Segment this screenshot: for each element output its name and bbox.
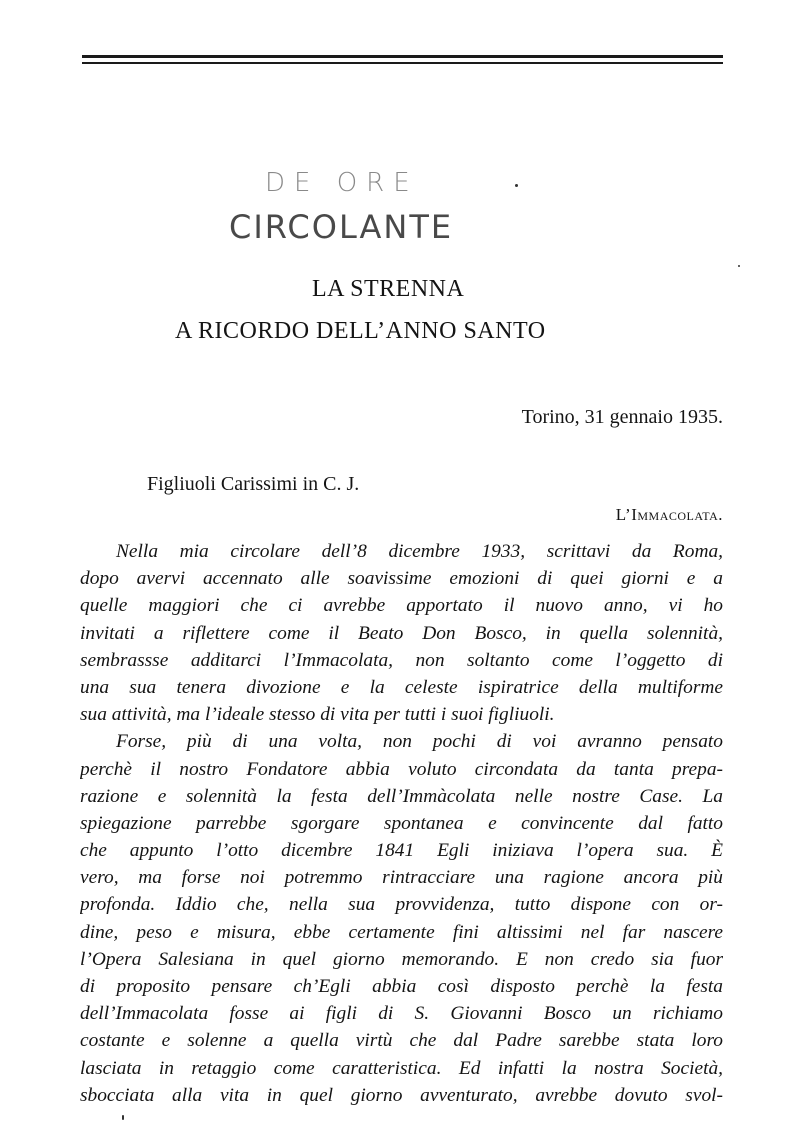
- body-line: lasciata in retaggio come caratteristica. Ed infatti la nostra Società,: [80, 1057, 723, 1079]
- body-line: invitati a riflettere come il Beato Don Bosco, in quella solennità,: [80, 622, 723, 644]
- body-line: sbocciata alla vita in quel giorno avventurato, avrebbe dovuto svol-: [80, 1084, 723, 1106]
- circulating-stamp: [225, 168, 495, 258]
- letter-body: [80, 538, 723, 1109]
- stamp-line-1: DE ORE: [265, 168, 419, 198]
- letter-date: Torino, 31 gennaio 1935.: [521, 406, 723, 428]
- body-line: l’Opera Salesiana in quel giorno memorando. E non credo sia fuor: [80, 948, 723, 970]
- body-line: che appunto l’otto dicembre 1841 Egli iniziava l’opera sua. È: [80, 840, 723, 862]
- body-line: spiegazione parrebbe sgorgare spontanea e convincente dal fatto: [80, 812, 723, 834]
- title-line-1: LA STRENNA: [312, 276, 465, 302]
- body-line: Forse, più di una volta, non pochi di voi avranno pensato: [116, 731, 723, 753]
- body-line: costante e solenne a quella virtù che dal Padre sarebbe stata loro: [80, 1030, 723, 1052]
- body-line: dine, peso e misura, ebbe certamente fini altissimi nel far nascere: [80, 921, 723, 943]
- body-line: sembrassse additarci l’Immacolata, non soltanto come l’oggetto di: [80, 649, 723, 671]
- body-line: vero, ma forse noi potremmo rintracciare una ragione ancora più: [80, 867, 723, 889]
- salutation: Figliuoli Carissimi in C. J.: [147, 473, 360, 495]
- body-line: perchè il nostro Fondatore abbia voluto circondata da tanta prepa-: [80, 758, 723, 780]
- body-line: una sua tenera divozione e la celeste ispiratrice della multiforme: [80, 676, 723, 698]
- top-rule-thick: [82, 55, 723, 58]
- stamp-line-2: CIRCOLANTE: [229, 208, 454, 246]
- body-line: dopo avervi accennato alle soavissime emozioni di quei giorni e a: [80, 568, 723, 590]
- ink-speck: [122, 1115, 124, 1120]
- body-line: quelle maggiori che ci avrebbe apportato il nuovo anno, vi ho: [80, 595, 723, 617]
- section-heading: L’Immacolata.: [615, 505, 723, 524]
- top-rule-thin: [82, 62, 723, 64]
- body-line: razione e solennità la festa dell’Immàcolata nelle nostre Case. La: [80, 785, 723, 807]
- body-line: sua attività, ma l’ideale stesso di vita per tutti i suoi figliuoli.: [80, 704, 555, 726]
- body-line: Nella mia circolare dell’8 dicembre 1933, scrittavi da Roma,: [116, 541, 723, 562]
- body-line: dell’Immacolata fosse ai figli di S. Giovanni Bosco un richiamo: [80, 1003, 723, 1025]
- title-line-2: A RICORDO DELL’ANNO SANTO: [175, 318, 546, 344]
- ink-speck: [738, 265, 740, 267]
- ink-speck: [515, 184, 518, 187]
- body-line: di proposito pensare ch’Egli abbia così disposto perchè la festa: [80, 976, 723, 997]
- body-line: profonda. Iddio che, nella sua provvidenza, tutto dispone con or-: [80, 894, 723, 916]
